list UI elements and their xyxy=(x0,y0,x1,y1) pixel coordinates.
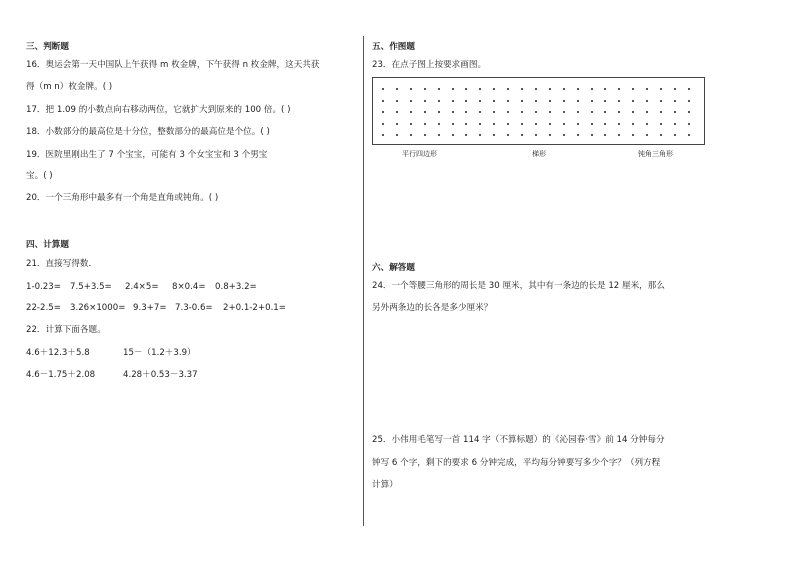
grid-dot[interactable] xyxy=(577,123,579,125)
grid-dot[interactable] xyxy=(563,111,565,113)
grid-dot[interactable] xyxy=(479,111,481,113)
grid-dot[interactable] xyxy=(591,100,593,102)
grid-dot[interactable] xyxy=(591,111,593,113)
grid-dot[interactable] xyxy=(507,123,509,125)
grid-dot[interactable] xyxy=(688,134,690,136)
grid-dot[interactable] xyxy=(688,111,690,113)
grid-dot[interactable] xyxy=(521,88,523,90)
grid-dot[interactable] xyxy=(660,88,662,90)
calc-item: 3.26×1000= xyxy=(70,303,126,313)
grid-label-trapezoid: 梯形 xyxy=(532,150,546,158)
grid-dot[interactable] xyxy=(604,111,606,113)
grid-dot[interactable] xyxy=(452,123,454,125)
calc-item: 4.6－1.75＋2.08 xyxy=(26,370,96,380)
grid-dot[interactable] xyxy=(535,88,537,90)
question-24-line1: 24．一个等腰三角形的周长是 30 厘米，其中有一条边的长是 12 厘米，那么 xyxy=(372,281,665,291)
grid-dot[interactable] xyxy=(465,123,467,125)
question-20: 20．一个三角形中最多有一个角是直角或钝角。( ) xyxy=(26,193,219,203)
grid-dot[interactable] xyxy=(604,123,606,125)
calc-item: 4.28＋0.53－3.37 xyxy=(123,370,198,380)
grid-dot[interactable] xyxy=(493,100,495,102)
grid-dot[interactable] xyxy=(396,134,398,136)
grid-dot[interactable] xyxy=(563,100,565,102)
grid-dot[interactable] xyxy=(410,100,412,102)
grid-dot[interactable] xyxy=(521,111,523,113)
grid-dot[interactable] xyxy=(549,100,551,102)
calc-item: 7.5+3.5= xyxy=(70,282,112,292)
grid-dot[interactable] xyxy=(438,88,440,90)
grid-dot[interactable] xyxy=(632,111,634,113)
grid-dot[interactable] xyxy=(382,123,384,125)
grid-dot[interactable] xyxy=(674,123,676,125)
grid-dot[interactable] xyxy=(465,134,467,136)
question-17: 17．把 1.09 的小数点向右移动两位，它就扩大到原来的 100 倍。( ) xyxy=(26,105,291,115)
calc-item: 0.8+3.2= xyxy=(215,282,257,292)
grid-dot[interactable] xyxy=(410,111,412,113)
grid-dot[interactable] xyxy=(660,134,662,136)
grid-dot[interactable] xyxy=(604,100,606,102)
grid-dot[interactable] xyxy=(632,100,634,102)
grid-dot[interactable] xyxy=(424,100,426,102)
grid-dot[interactable] xyxy=(618,88,620,90)
question-23: 23．在点子图上按要求画图。 xyxy=(372,60,487,70)
dot-grid[interactable] xyxy=(372,77,705,145)
question-22: 22．计算下面各题。 xyxy=(26,325,106,335)
grid-dot[interactable] xyxy=(479,123,481,125)
grid-dot[interactable] xyxy=(410,123,412,125)
grid-dot[interactable] xyxy=(618,123,620,125)
grid-dot[interactable] xyxy=(465,111,467,113)
grid-dot[interactable] xyxy=(438,123,440,125)
grid-dot[interactable] xyxy=(646,134,648,136)
section5-title: 五、作图题 xyxy=(372,42,415,52)
section4-title: 四、计算题 xyxy=(26,240,69,250)
grid-dot[interactable] xyxy=(563,123,565,125)
grid-dot[interactable] xyxy=(591,88,593,90)
grid-dot[interactable] xyxy=(382,111,384,113)
grid-dot[interactable] xyxy=(521,134,523,136)
grid-dot[interactable] xyxy=(632,123,634,125)
grid-dot[interactable] xyxy=(618,134,620,136)
section6-title: 六、解答题 xyxy=(372,263,415,273)
grid-dot[interactable] xyxy=(688,88,690,90)
grid-dot[interactable] xyxy=(424,88,426,90)
grid-dot[interactable] xyxy=(465,88,467,90)
grid-dot[interactable] xyxy=(521,123,523,125)
grid-dot[interactable] xyxy=(479,88,481,90)
grid-dot[interactable] xyxy=(591,134,593,136)
calc-item: 9.3+7= xyxy=(133,303,167,313)
grid-dot[interactable] xyxy=(438,134,440,136)
grid-dot[interactable] xyxy=(479,134,481,136)
section3-title: 三、判断题 xyxy=(26,42,69,52)
grid-dot[interactable] xyxy=(521,100,523,102)
calc-item: 8×0.4= xyxy=(172,282,206,292)
question-19-line1: 19．医院里刚出生了 7 个宝宝，可能有 3 个女宝宝和 3 个男宝 xyxy=(26,150,268,160)
grid-dot[interactable] xyxy=(591,123,593,125)
calc-item: 2+0.1-2+0.1= xyxy=(223,303,286,313)
question-25-line2: 钟写 6 个字，剩下的要求 6 分钟完成，平均每分钟要写多少个字？（列方程 xyxy=(372,458,661,468)
grid-dot[interactable] xyxy=(479,100,481,102)
grid-label-obtuse-triangle: 钝角三角形 xyxy=(638,150,673,158)
grid-dot[interactable] xyxy=(674,111,676,113)
grid-dot[interactable] xyxy=(438,111,440,113)
question-19-line2: 宝。( ) xyxy=(26,171,53,181)
grid-dot[interactable] xyxy=(660,100,662,102)
grid-dot[interactable] xyxy=(410,88,412,90)
grid-dot[interactable] xyxy=(410,134,412,136)
grid-dot[interactable] xyxy=(452,134,454,136)
grid-dot[interactable] xyxy=(382,134,384,136)
question-16-line2: 得（m n）枚金牌。( ) xyxy=(26,82,113,92)
grid-dot[interactable] xyxy=(674,100,676,102)
grid-dot[interactable] xyxy=(396,88,398,90)
grid-dot[interactable] xyxy=(493,88,495,90)
grid-dot[interactable] xyxy=(396,123,398,125)
calc-item: 15－（1.2＋3.9） xyxy=(123,348,196,358)
grid-dot[interactable] xyxy=(452,88,454,90)
question-24-line2: 另外两条边的长各是多少厘米？ xyxy=(372,303,493,313)
grid-dot[interactable] xyxy=(396,111,398,113)
grid-dot[interactable] xyxy=(535,111,537,113)
grid-dot[interactable] xyxy=(549,123,551,125)
grid-dot[interactable] xyxy=(632,88,634,90)
calc-item: 22-2.5= xyxy=(26,303,61,313)
grid-dot[interactable] xyxy=(674,134,676,136)
grid-dot[interactable] xyxy=(577,111,579,113)
grid-dot[interactable] xyxy=(646,100,648,102)
grid-dot[interactable] xyxy=(549,111,551,113)
grid-label-parallelogram: 平行四边形 xyxy=(402,150,437,158)
grid-dot[interactable] xyxy=(688,100,690,102)
grid-dot[interactable] xyxy=(577,134,579,136)
calc-item: 4.6＋12.3＋5.8 xyxy=(26,348,90,358)
grid-dot[interactable] xyxy=(535,100,537,102)
grid-dot[interactable] xyxy=(424,123,426,125)
grid-dot[interactable] xyxy=(396,100,398,102)
question-25-line3: 计算） xyxy=(372,480,398,490)
grid-dot[interactable] xyxy=(549,88,551,90)
grid-dot[interactable] xyxy=(507,100,509,102)
question-25-line1: 25．小伟用毛笔写一首 114 字（不算标题）的《沁园春·雪》前 14 分钟每分 xyxy=(372,435,665,445)
grid-dot[interactable] xyxy=(382,88,384,90)
grid-dot[interactable] xyxy=(660,111,662,113)
calc-item: 1-0.23= xyxy=(26,282,61,292)
grid-dot[interactable] xyxy=(493,123,495,125)
grid-dot[interactable] xyxy=(604,88,606,90)
question-18: 18．小数部分的最高位是十分位，整数部分的最高位是个位。( ) xyxy=(26,127,270,137)
grid-dot[interactable] xyxy=(618,111,620,113)
grid-dot[interactable] xyxy=(563,134,565,136)
grid-dot[interactable] xyxy=(535,123,537,125)
grid-dot[interactable] xyxy=(493,134,495,136)
grid-dot[interactable] xyxy=(618,100,620,102)
grid-dot[interactable] xyxy=(507,111,509,113)
grid-dot[interactable] xyxy=(507,134,509,136)
grid-dot[interactable] xyxy=(674,88,676,90)
grid-dot[interactable] xyxy=(452,100,454,102)
question-21: 21．直接写得数． xyxy=(26,259,98,269)
column-divider xyxy=(363,36,364,526)
grid-dot[interactable] xyxy=(632,134,634,136)
grid-dot[interactable] xyxy=(577,88,579,90)
grid-dot[interactable] xyxy=(438,100,440,102)
grid-dot[interactable] xyxy=(646,88,648,90)
grid-dot[interactable] xyxy=(660,123,662,125)
grid-dot[interactable] xyxy=(424,134,426,136)
question-16-line1: 16．奥运会第一天中国队上午获得 m 枚金牌，下午获得 n 枚金牌，这天共获 xyxy=(26,60,320,70)
grid-dot[interactable] xyxy=(577,100,579,102)
grid-dot[interactable] xyxy=(549,134,551,136)
grid-dot[interactable] xyxy=(424,111,426,113)
calc-item: 7.3-0.6= xyxy=(175,303,213,313)
grid-dot[interactable] xyxy=(604,134,606,136)
grid-dot[interactable] xyxy=(465,100,467,102)
grid-dot[interactable] xyxy=(493,111,495,113)
grid-dot[interactable] xyxy=(646,111,648,113)
grid-dot[interactable] xyxy=(646,123,648,125)
grid-dot[interactable] xyxy=(563,88,565,90)
grid-dot[interactable] xyxy=(688,123,690,125)
grid-dot[interactable] xyxy=(535,134,537,136)
calc-item: 2.4×5= xyxy=(125,282,159,292)
grid-dot[interactable] xyxy=(452,111,454,113)
grid-dot[interactable] xyxy=(507,88,509,90)
grid-dot[interactable] xyxy=(382,100,384,102)
